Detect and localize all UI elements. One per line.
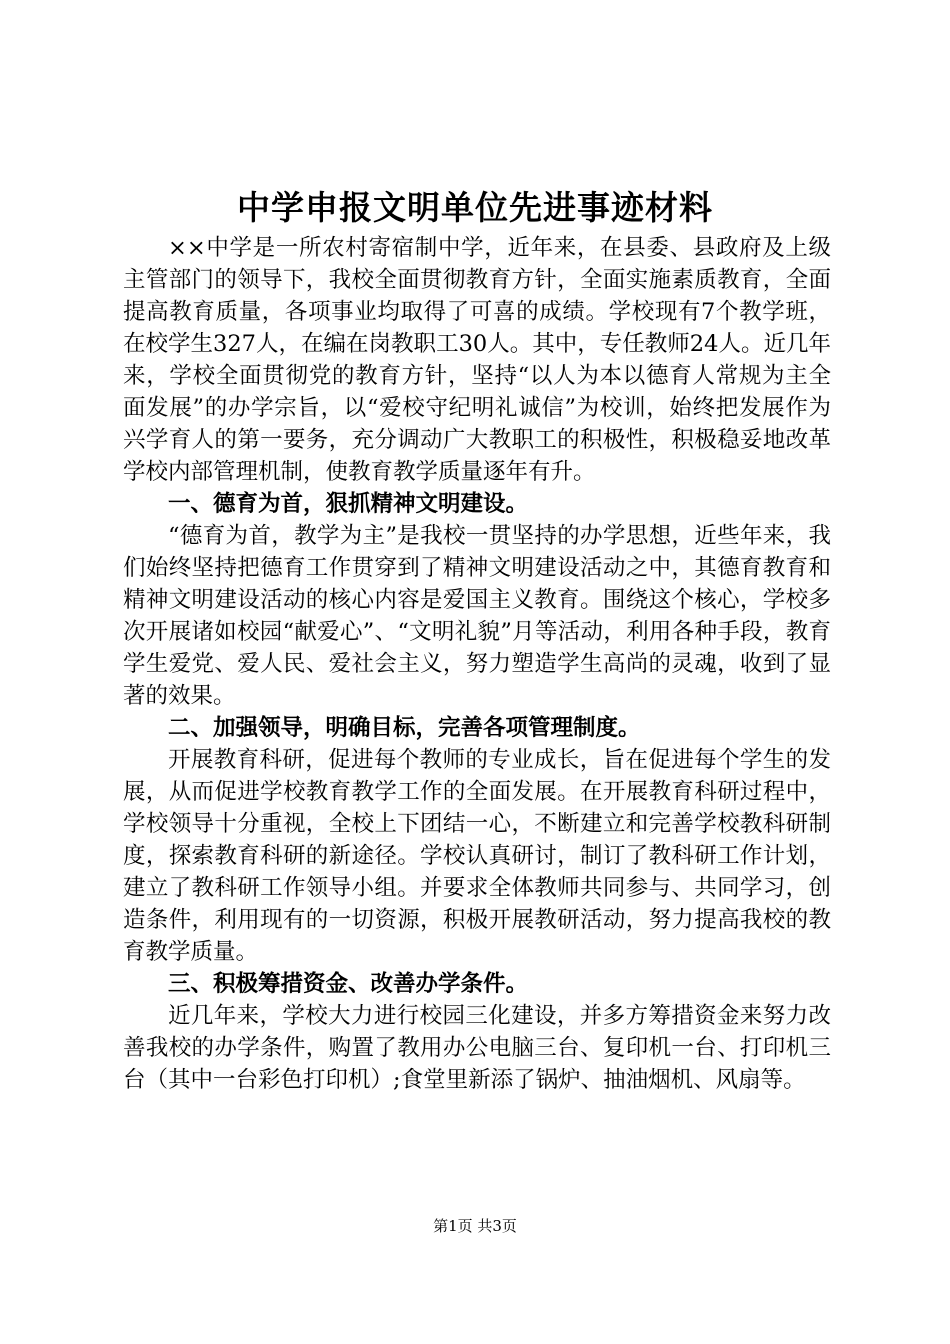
page-title: 中学申报文明单位先进事迹材料	[237, 188, 713, 227]
section-heading-2: 二、加强领导，明确目标，完善各项管理制度。	[168, 715, 641, 741]
paragraph-section-1: “德育为首，教学为主”是我校一贯坚持的办学思想，近些年来，我们始终坚持把德育工作贯穿到了精神文明建设活动之中，其德育教育和精神文明建设活动的核心内容是爱国主义教育。围绕这个核心，学校多次开展诸如校园“献爱心”、“文明礼貌”月等活动，利用各种手段，教育学生爱党、爱人民、爱社会主义，努力塑造学生高尚的灵魂，收到了显著的效果。	[123, 523, 831, 709]
paragraph-section-3: 近几年来，学校大力进行校园三化建设，并多方筹措资金来努力改善我校的办学条件，购置了教用办公电脑三台、复印机一台、打印机三台（其中一台彩色打印机）;食堂里新添了锅炉、抽油烟机、风扇等。	[123, 1003, 831, 1093]
section-heading-1: 一、德育为首，狠抓精神文明建设。	[168, 491, 529, 517]
section-heading-3: 三、积极筹措资金、改善办学条件。	[168, 971, 529, 997]
paragraph-section-2: 开展教育科研，促进每个教师的专业成长，旨在促进每个学生的发展，从而促进学校教育教学工作的全面发展。在开展教育科研过程中，学校领导十分重视，全校上下团结一心，不断建立和完善学校教科研制度，探索教育科研的新途径。学校认真研讨，制订了教科研工作计划，建立了教科研工作领导小组。并要求全体教师共同参与、共同学习，创造条件，利用现有的一切资源，积极开展教研活动，努力提高我校的教育教学质量。	[123, 747, 831, 965]
page-footer: 第1页 共3页	[433, 1217, 517, 1235]
document-body	[123, 232, 831, 1096]
paragraph-intro: ××中学是一所农村寄宿制中学，近年来，在县委、县政府及上级主管部门的领导下，我校全面贯彻教育方针，全面实施素质教育，全面提高教育质量，各项事业均取得了可喜的成绩。学校现有7个教学班，在校学生327人，在编在岗教职工30人。其中，专任教师24人。近几年来，学校全面贯彻党的教育方针，坚持“以人为本以德育人常规为主全面发展”的办学宗旨，以“爱校守纪明礼诚信”为校训，始终把发展作为兴学育人的第一要务，充分调动广大教职工的积极性，积极稳妥地改革学校内部管理机制，使教育教学质量逐年有升。	[123, 235, 831, 485]
